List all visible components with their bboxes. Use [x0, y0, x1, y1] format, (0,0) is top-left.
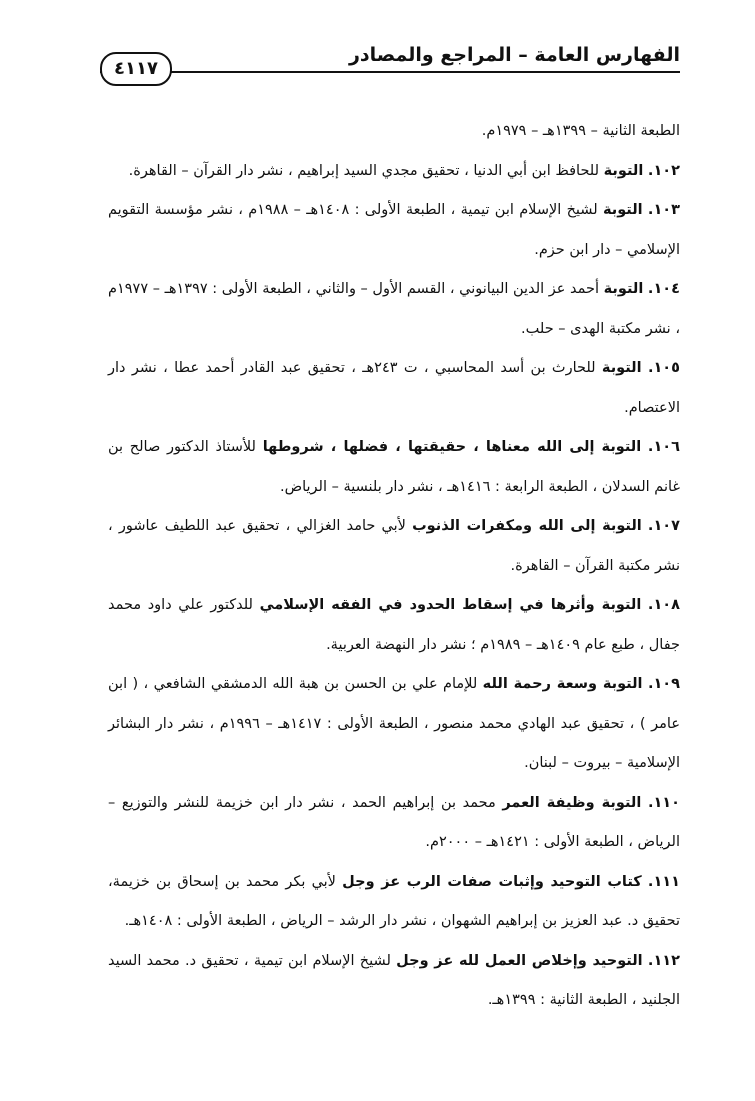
entry-number: ١٠٢.	[647, 162, 680, 179]
entry-details: للإمام علي بن الحسن بن هبة الله الدمشقي الشافعي ، ( ابن عامر ) ، تحقيق عبد الهادي محمد منصور ، الطبعة الأولى : ١٤١٧هـ – ١٩٩٦م ، نشر دار البشائر الإسلامية – بيروت – لبنان.	[108, 676, 680, 771]
entry-details: لأبي حامد الغزالي ، تحقيق عبد اللطيف عاشور ، نشر مكتبة القرآن – القاهرة.	[108, 518, 680, 574]
reference-entry	[108, 507, 680, 586]
entry-details: محمد بن إبراهيم الحمد ، نشر دار ابن خزيمة للنشر والتوزيع – الرياض ، الطبعة الأولى : ١٤٢١هـ – ٢٠٠٠م.	[108, 794, 680, 850]
header-rule	[100, 71, 680, 73]
reference-entry	[108, 784, 680, 863]
entry-number: ١٠٤.	[647, 281, 680, 297]
reference-entries	[108, 152, 680, 1021]
page-number-badge: ٤١١٧	[100, 52, 172, 86]
reference-entry	[108, 270, 680, 349]
entry-title: التوبة	[603, 281, 644, 297]
continuation-line: الطبعة الثانية – ١٣٩٩هـ – ١٩٧٩م.	[481, 123, 680, 139]
reference-entry	[108, 942, 680, 1021]
entry-details: لأبي بكر محمد بن إسحاق بن خزيمة، تحقيق د. عبد العزيز بن إبراهيم الشهوان ، نشر دار الرشد – الرياض ، الطبعة الأولى : ١٤٠٨هـ.	[108, 873, 680, 929]
references-list	[108, 112, 680, 1021]
entry-details: لشيخ الإسلام ابن تيمية ، الطبعة الأولى : ١٤٠٨هـ – ١٩٨٨م ، نشر مؤسسة التقويم الإسلامي – دار ابن حزم.	[108, 202, 680, 258]
entry-number: ١١٠.	[647, 794, 681, 811]
entry-details: للدكتور علي داود محمد جفال ، طبع عام ١٤٠٩هـ – ١٩٨٩م ؛ نشر دار النهضة العربية.	[108, 597, 680, 653]
reference-entry	[108, 665, 680, 784]
entry-number: ١٠٣.	[647, 202, 680, 218]
reference-entry	[108, 586, 680, 665]
entry-details: للأستاذ الدكتور صالح بن غانم السدلان ، الطبعة الرابعة : ١٤١٦هـ ، نشر دار بلنسية – الرياض.	[108, 439, 680, 495]
entry-title: التوحيد وإخلاص العمل لله عز وجل	[396, 952, 643, 969]
reference-entry	[108, 863, 680, 942]
entry-title: التوبة	[601, 360, 642, 376]
entry-title: التوبة	[603, 162, 644, 179]
running-header-title: الفهارس العامة – المراجع والمصادر	[348, 44, 680, 66]
entry-number: ١٠٥.	[647, 360, 681, 376]
reference-entry	[108, 349, 680, 428]
entry-number: ١٠٩.	[647, 676, 681, 692]
entry-details: لشيخ الإسلام ابن تيمية ، تحقيق د. محمد السيد الجلنيد ، الطبعة الثانية : ١٣٩٩هـ.	[108, 952, 680, 1008]
page-header	[100, 40, 680, 79]
entry-title: التوبة إلى الله ومكفرات الذنوب	[412, 518, 642, 534]
entry-title: التوبة وسعة رحمة الله	[482, 676, 643, 692]
entry-title: التوبة إلى الله معناها ، حقيقتها ، فضلها ، شروطها	[262, 439, 642, 455]
entry-details: للحارث بن أسد المحاسبي ، ت ٢٤٣هـ ، تحقيق عبد القادر أحمد عطا ، نشر دار الاعتصام.	[108, 360, 680, 416]
entry-number: ١٠٨.	[647, 597, 680, 613]
entry-details: أحمد عز الدين البيانوني ، القسم الأول – والثاني ، الطبعة الأولى : ١٣٩٧هـ – ١٩٧٧م ، نشر مكتبة الهدى – حلب.	[108, 281, 680, 337]
reference-entry	[108, 152, 680, 192]
entry-title: التوبة وأثرها في إسقاط الحدود في الفقه الإسلامي	[259, 597, 642, 613]
entry-details: للحافظ ابن أبي الدنيا ، تحقيق مجدي السيد إبراهيم ، نشر دار القرآن – القاهرة.	[128, 162, 604, 179]
entry-title: التوبة وظيفة العمر	[502, 794, 642, 811]
entry-number: ١١١.	[647, 873, 680, 890]
entry-number: ١٠٧.	[647, 518, 680, 534]
entry-title: التوبة	[602, 202, 643, 218]
entry-number: ١١٢.	[647, 952, 680, 969]
reference-entry	[108, 191, 680, 270]
entry-number: ١٠٦.	[647, 439, 680, 455]
entry-title: كتاب التوحيد وإثبات صفات الرب عز وجل	[342, 873, 642, 890]
reference-entry	[108, 428, 680, 507]
